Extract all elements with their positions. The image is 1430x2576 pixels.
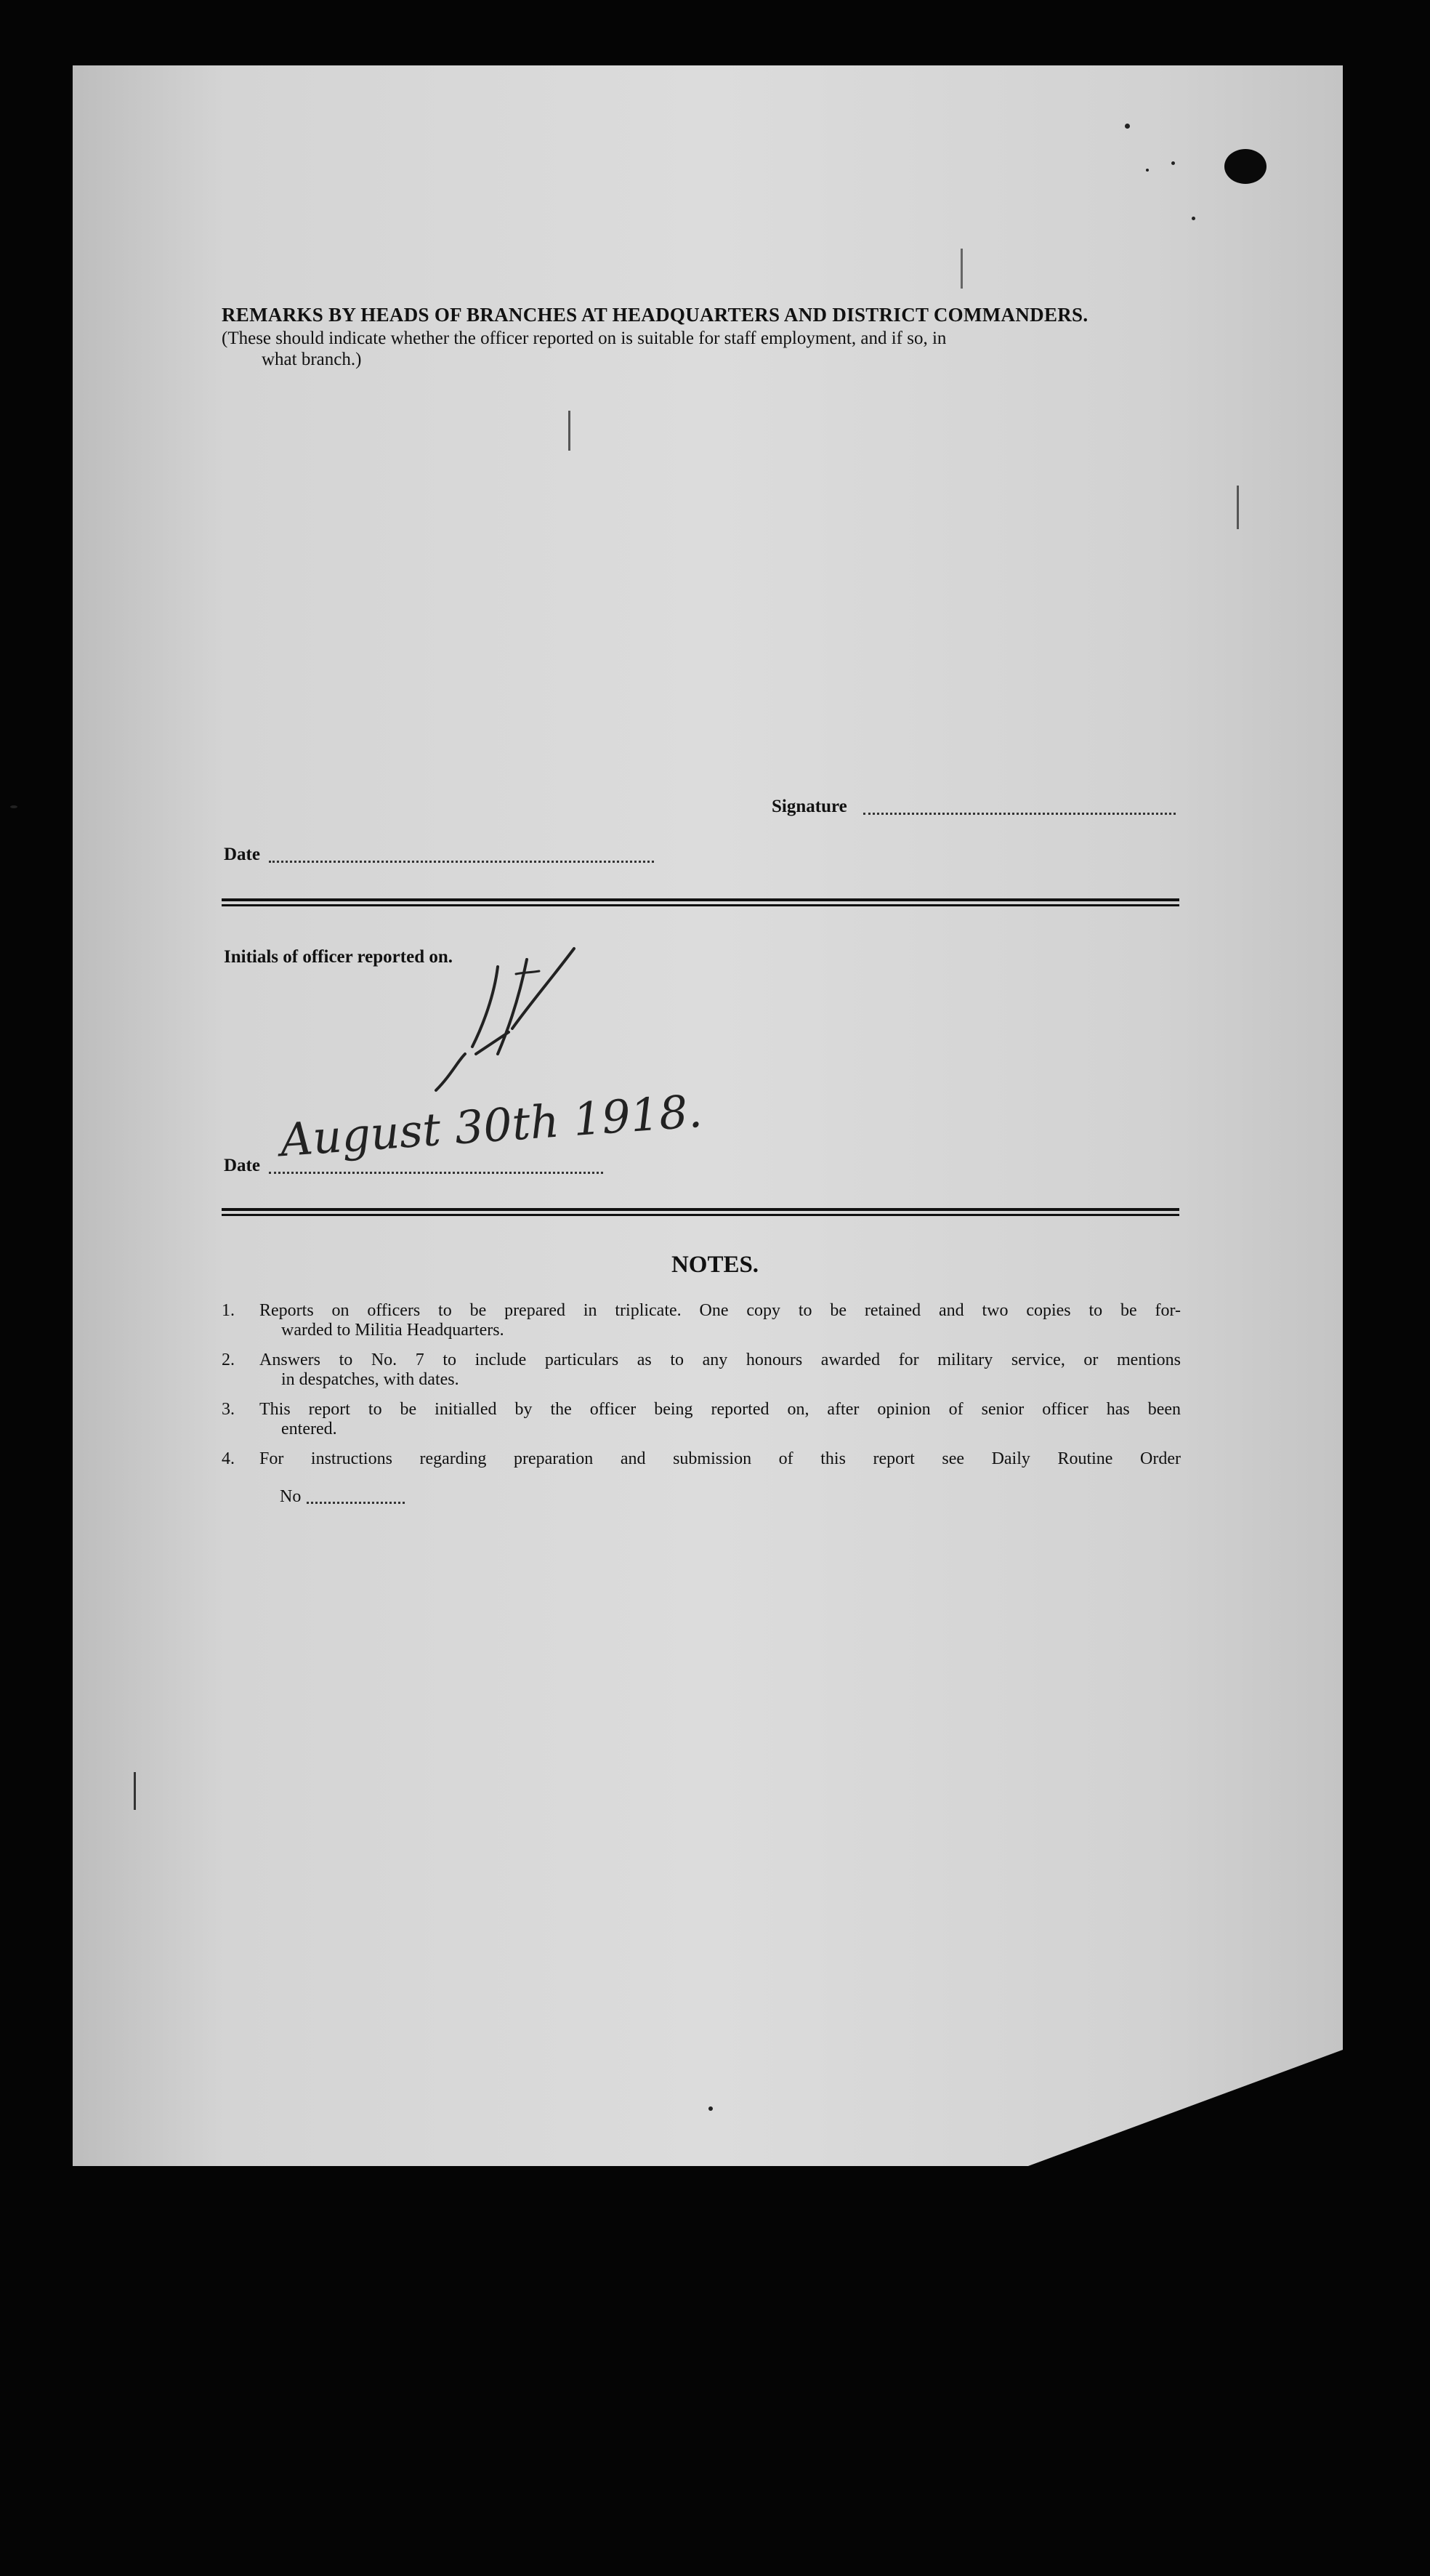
initials-text bbox=[407, 945, 408, 946]
signature-label: Signature bbox=[772, 797, 847, 816]
note-text: Reports on officers to be prepared in triplicate. One copy to be retained and two copies to be for- bbox=[259, 1301, 1181, 1320]
section-divider bbox=[222, 1208, 1179, 1216]
note-text: For instructions regarding preparation and submission of this report see Daily Routine Order bbox=[259, 1449, 1181, 1468]
note-text: Answers to No. 7 to include particulars as to any honours awarded for military service, or mentions bbox=[259, 1351, 1181, 1369]
note-number: 4. bbox=[222, 1449, 235, 1468]
remarks-heading: REMARKS BY HEADS OF BRANCHES AT HEADQUARTERS AND DISTRICT COMMANDERS. bbox=[222, 304, 1088, 326]
note-text-continued: warded to Militia Headquarters. bbox=[281, 1321, 504, 1340]
remarks-date-label: Date bbox=[224, 845, 260, 864]
note-item bbox=[222, 1449, 1181, 1469]
handwritten-initials bbox=[407, 945, 618, 1112]
note-item bbox=[222, 1301, 1181, 1340]
initials-date-line bbox=[269, 1172, 603, 1174]
initials-label: Initials of officer reported on. bbox=[224, 947, 453, 967]
scan-mark bbox=[568, 411, 570, 451]
order-number-label: No bbox=[280, 1487, 302, 1506]
note-text: This report to be initialled by the officer being reported on, after opinion of senior officer has been bbox=[259, 1400, 1181, 1419]
note-item bbox=[222, 1400, 1181, 1439]
ink-smudge bbox=[1224, 149, 1267, 184]
scan-mark bbox=[1237, 486, 1239, 529]
note-number: 3. bbox=[222, 1400, 235, 1419]
order-number-line bbox=[307, 1502, 405, 1504]
scan-mark bbox=[134, 1772, 136, 1810]
handwritten-date: August 30th 1918. bbox=[278, 1084, 704, 1167]
notes-title: NOTES. bbox=[671, 1252, 759, 1278]
remarks-instructions: (These should indicate whether the officer reported on is suitable for staff employment, and if so, in bbox=[222, 329, 947, 348]
remarks-date-line bbox=[269, 861, 654, 863]
scan-mark bbox=[961, 249, 963, 289]
note-item bbox=[222, 1351, 1181, 1390]
note-text-continued: entered. bbox=[281, 1420, 337, 1438]
paper-sheet bbox=[73, 65, 1343, 2166]
initials-date-label: Date bbox=[224, 1156, 260, 1175]
note-number: 1. bbox=[222, 1301, 235, 1320]
note-number: 2. bbox=[222, 1351, 235, 1369]
note-text-continued: in despatches, with dates. bbox=[281, 1370, 459, 1389]
section-divider bbox=[222, 898, 1179, 906]
signature-line bbox=[863, 813, 1176, 815]
remarks-instructions-continued: what branch.) bbox=[262, 350, 362, 369]
